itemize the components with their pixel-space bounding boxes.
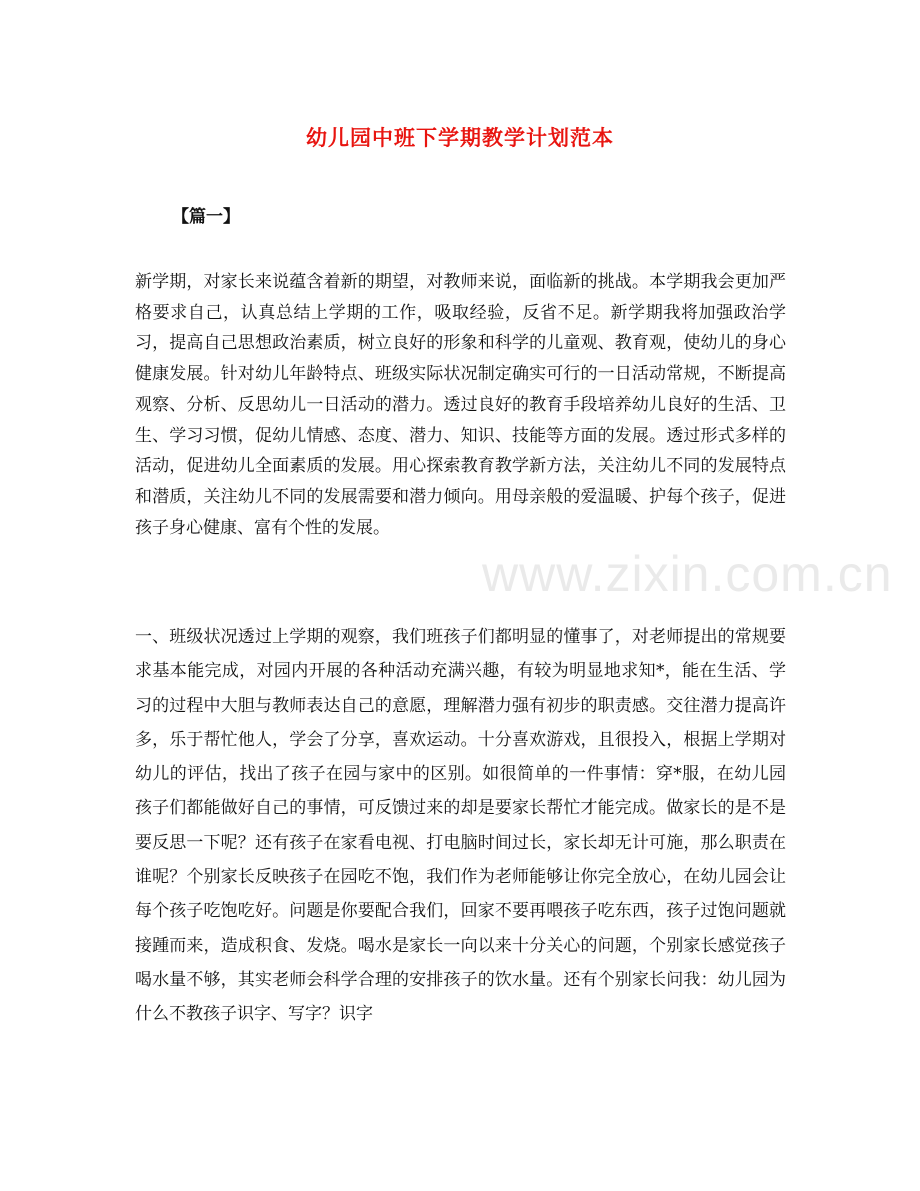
- watermark: www.zixin.com.cn: [482, 546, 893, 602]
- section-label: 【篇一】: [172, 207, 240, 227]
- paragraph-class-status: 一、班级状况透过上学期的观察，我们班孩子们都明显的懂事了，对老师提出的常规要求基本能完成，对园内开展的各种活动充满兴趣，有较为明显地求知*，能在生活、学习的过程中大胆与教师表达自己的意愿，理解潜力强有初步的职责感。交往潜力提高许多，乐于帮忙他人，学会了分享，喜欢运动。十分喜欢游戏，且很投入，根据上学期对幼儿的评估，找出了孩子在园与家中的区别。如很简单的一件事情：穿*服，在幼儿园孩子们都能做好自己的事情，可反馈过来的却是要家长帮忙才能完成。做家长的是不是要反思一下呢？还有孩子在家看电视、打电脑时间过长，家长却无计可施，那么职责在谁呢？个别家长反映孩子在园吃不饱，我们作为老师能够让你完全放心，在幼儿园会让每个孩子吃饱吃好。问题是你要配合我们，回家不要再喂孩子吃东西，孩子过饱问题就接踵而来，造成积食、发烧。喝水是家长一向以来十分关心的问题，个别家长感觉孩子喝水量不够，其实老师会科学合理的安排孩子的饮水量。还有个别家长问我：幼儿园为什么不教孩子识字、写字？识字: [135, 627, 786, 1025]
- document-title: 幼儿园中班下学期教学计划范本: [306, 125, 614, 150]
- paragraph-intro: 新学期，对家长来说蕴含着新的期望，对教师来说，面临新的挑战。本学期我会更加严格要求自己，认真总结上学期的工作，吸取经验，反省不足。新学期我将加强政治学习，提高自己思想政治素质，树立良好的形象和科学的儿童观、教育观，使幼儿的身心健康发展。针对幼儿年龄特点、班级实际状况制定确实可行的一日活动常规，不断提高观察、分析、反思幼儿一日活动的潜力。透过良好的教育手段培养幼儿良好的生活、卫生、学习习惯，促幼儿情感、态度、潜力、知识、技能等方面的发展。透过形式多样的活动，促进幼儿全面素质的发展。用心探索教育教学新方法，关注幼儿不同的发展特点和潜质，关注幼儿不同的发展需要和潜力倾向。用母亲般的爱温暖、护每个孩子，促进孩子身心健康、富有个性的发展。: [135, 272, 786, 538]
